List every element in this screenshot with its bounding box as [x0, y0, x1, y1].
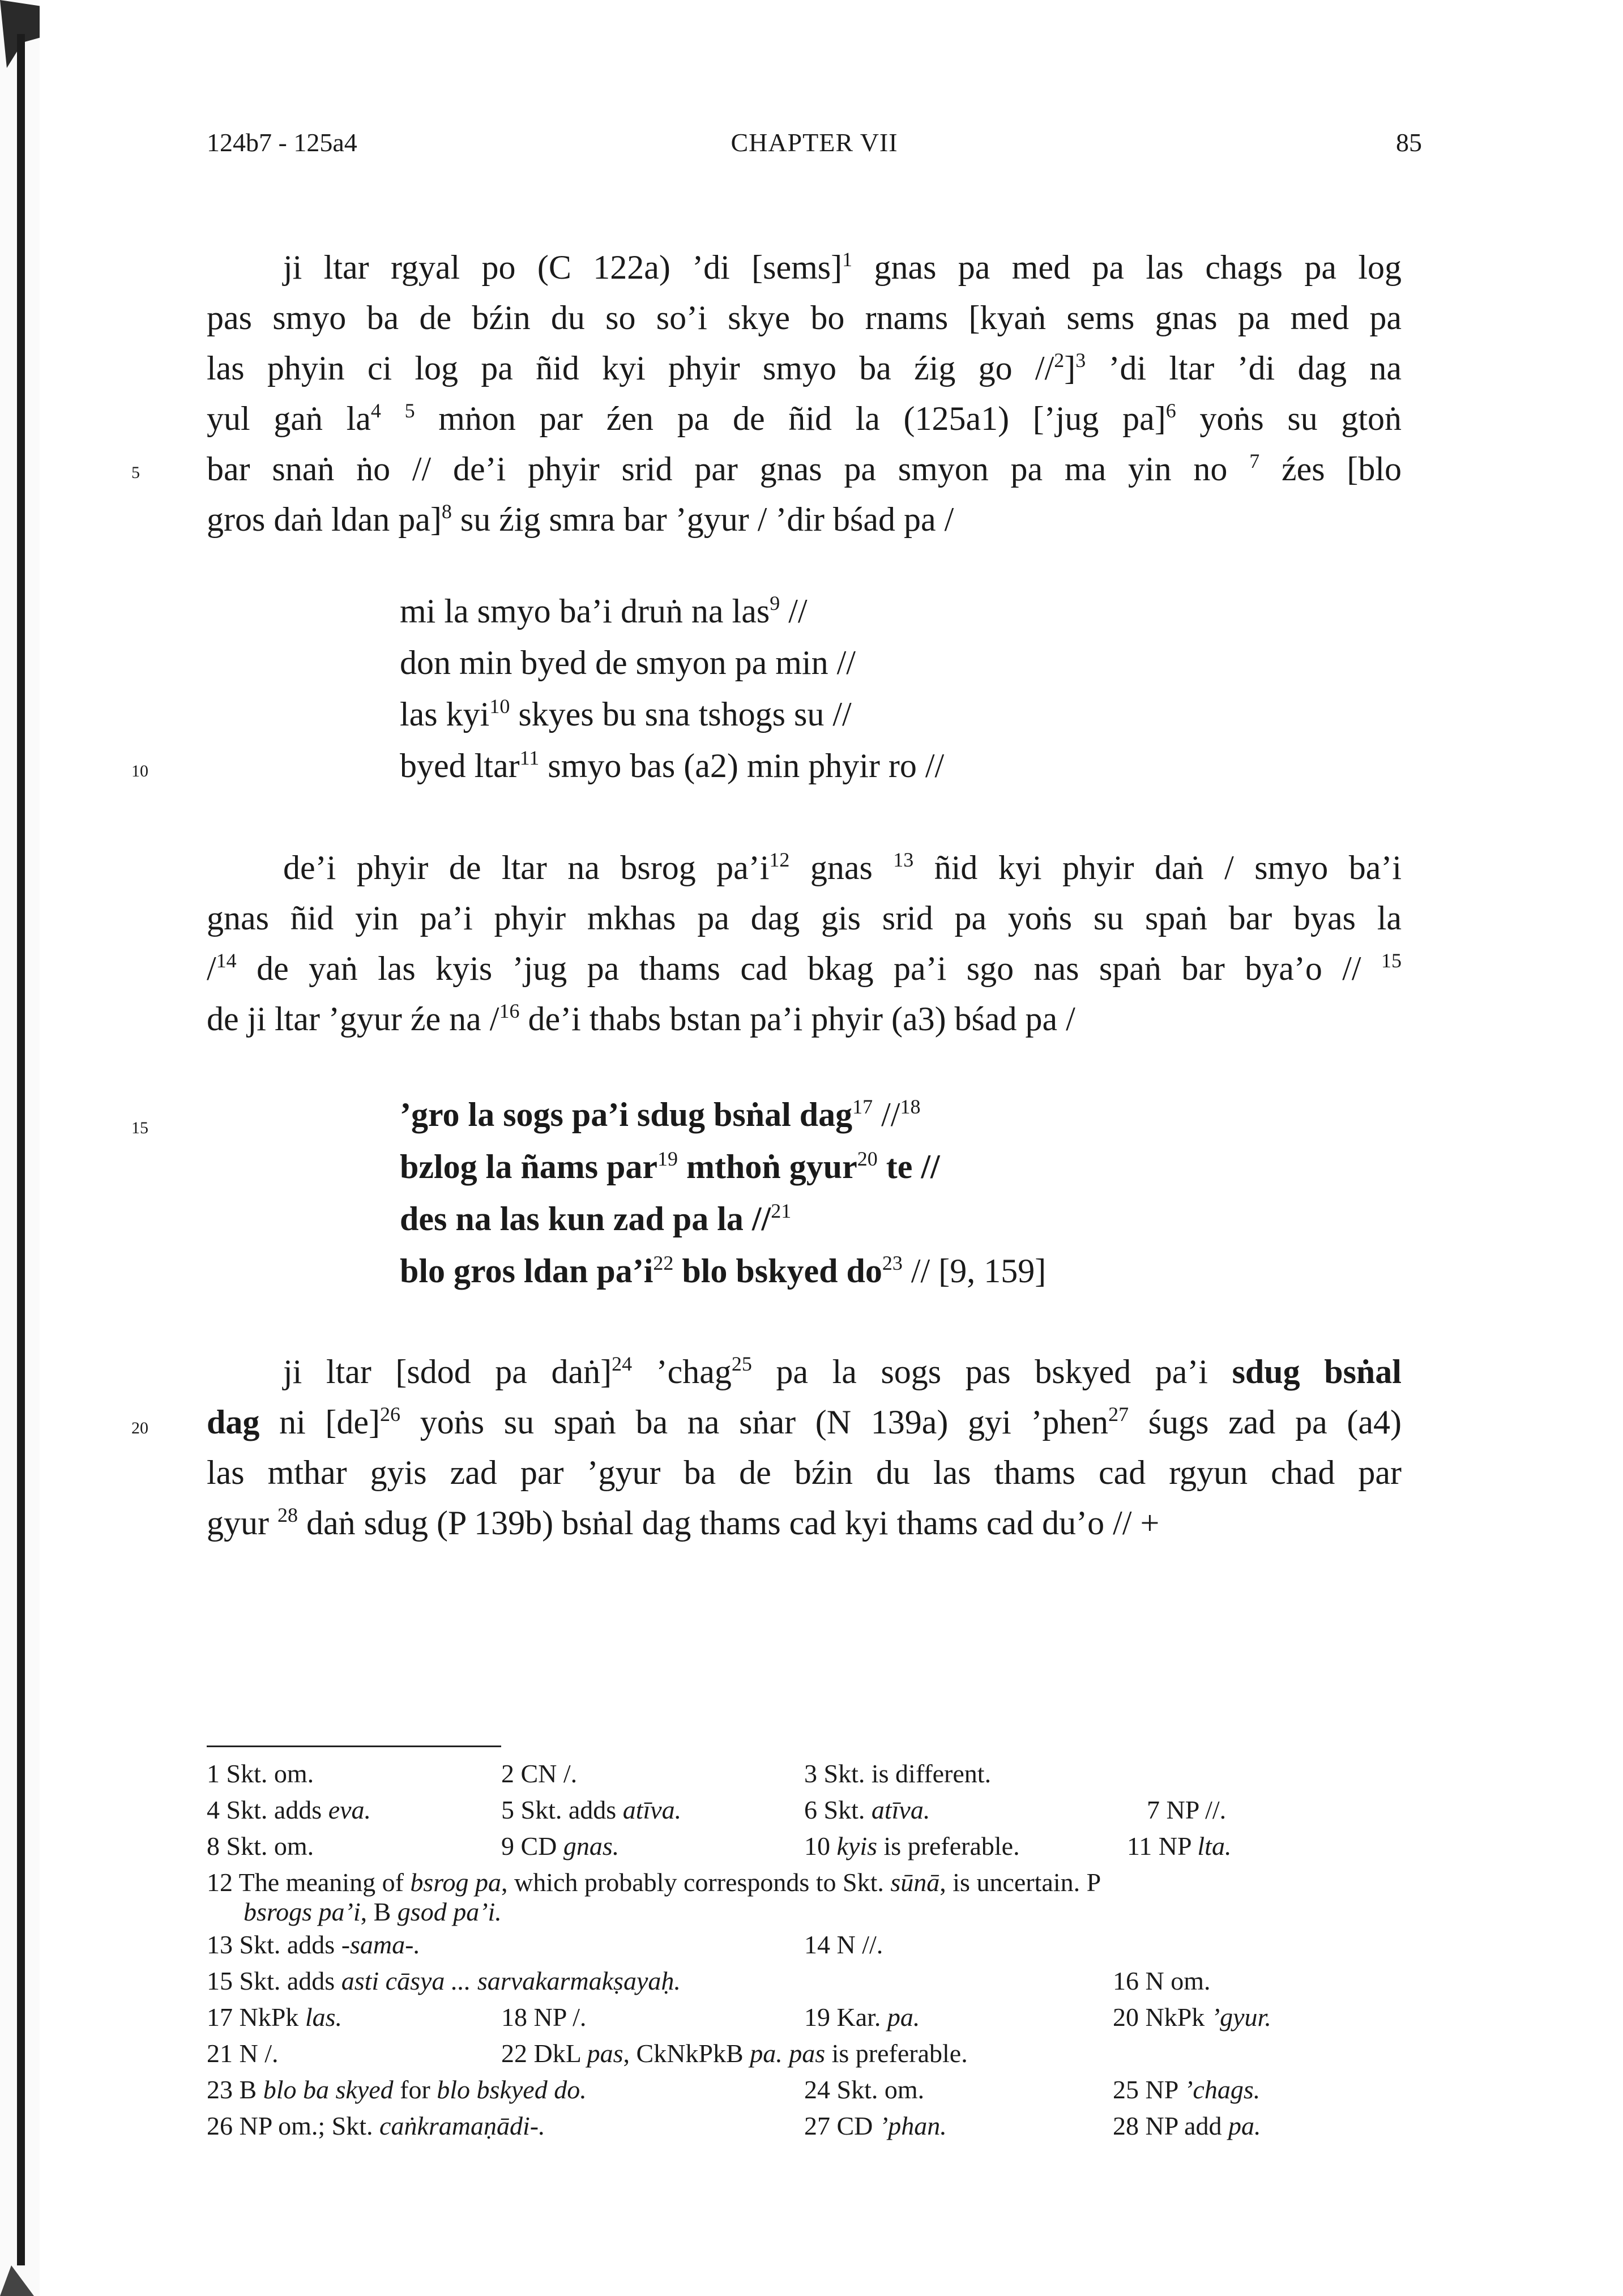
- footnote-row: [207, 1756, 1402, 1792]
- footnote-row: [207, 1864, 1402, 1927]
- text-line: las mthar gyis zad par ’gyur ba de bźin du las thams cad rgyun chad par: [207, 1454, 1402, 1491]
- footnote-row: [207, 1792, 1402, 1828]
- footnote: 14 N //.: [804, 1930, 883, 1959]
- footnote: 11 NP lta.: [1127, 1832, 1232, 1860]
- verse-line: don min byed de smyon pa min //: [400, 644, 856, 681]
- text-line: pas smyo ba de bźin du so so’i skye bo rnams [kyaṅ sems gnas pa med pa: [207, 299, 1402, 336]
- footnote: 24 Skt. om.: [804, 2075, 925, 2104]
- verse-line: byed ltar$^{11}$ smyo bas (a2) min phyir ro //: [400, 746, 945, 784]
- footnote: 10 kyis is preferable.: [804, 1832, 1020, 1860]
- footnote: 18 NP /.: [501, 2003, 587, 2032]
- verse-line: las kyi$^{10}$ skyes bu sna tshogs su //: [400, 695, 852, 733]
- text-line: las phyin ci log pa ñid kyi phyir smyo ba źig go //$^2$]$^3$ ’di ltar ’di dag na: [207, 349, 1402, 387]
- paragraph-3: [207, 1347, 1402, 1548]
- footnote: 7 NP //.: [1147, 1795, 1227, 1824]
- footnote: 1 Skt. om.: [207, 1759, 314, 1788]
- footnote: 20 NkPk ’gyur.: [1113, 2003, 1271, 2032]
- footnote-row: [207, 1999, 1402, 2035]
- verse-2: [400, 1089, 1046, 1297]
- footnote: 19 Kar. pa.: [804, 2003, 920, 2032]
- footnote: 4 Skt. adds eva.: [207, 1795, 371, 1824]
- footnote-row: [207, 2072, 1402, 2108]
- verse-1: [400, 586, 944, 792]
- footnote-row: [207, 1927, 1402, 1963]
- footnote-row: [207, 1828, 1402, 1864]
- footnote-rule: [207, 1746, 501, 1747]
- verse-line: ’gro la sogs pa’i sdug bsṅal dag$^{17}$ //$^{18}$: [400, 1095, 921, 1133]
- text-line: ji ltar [sdod pa daṅ]$^{24}$ ’chag$^{25}$ pa la sogs pas bskyed pa’i sdug bsṅal: [283, 1352, 1402, 1390]
- verse-line: des na las kun zad pa la //$^{21}$: [400, 1200, 792, 1237]
- footnote: 5 Skt. adds atīva.: [501, 1795, 682, 1824]
- line-number: 20: [131, 1419, 148, 1437]
- paragraph-1: [207, 242, 1402, 545]
- text-line: de ji ltar ’gyur źe na /$^{16}$ de’i thabs bstan pa’i phyir (a3) bśad pa /: [207, 1000, 1075, 1038]
- text-line: bar snaṅ ṅo // de’i phyir srid par gnas pa smyon pa ma yin no $^7$ źes [blo: [207, 450, 1402, 488]
- text-line: de’i phyir de ltar na bsrog $pa’i^{12}$ gnas $^{13}$ ñid kyi phyir daṅ / smyo ba’i: [283, 848, 1402, 886]
- verse-reference: [9, 159]: [930, 1252, 1047, 1290]
- line-number: 5: [131, 463, 140, 482]
- footnote: 6 Skt. atīva.: [804, 1795, 930, 1824]
- footnote: 27 CD ’phan.: [804, 2111, 947, 2140]
- page-number: 85: [1396, 128, 1422, 157]
- footnote: 21 N /.: [207, 2039, 279, 2068]
- verse-line: blo gros ldan $pa’i^{22}$ blo bskyed $do^{23} // [9$, 159]: [400, 1252, 1047, 1290]
- footnote: 17 NkPk las.: [207, 2003, 342, 2032]
- text-line: ji ltar rgyal po (C 122a) ’di [sems]$^1$ gnas pa med pa las chags pa log: [283, 248, 1402, 286]
- footnote: 2 CN /.: [501, 1759, 578, 1788]
- footnote: 25 NP ’chags.: [1113, 2075, 1261, 2104]
- page-binding-shadow: [0, 0, 40, 2296]
- footnote: 3 Skt. is different.: [804, 1759, 992, 1788]
- footnote: 15 Skt. adds asti cāsya ... sarvakarmakṣayaḥ.: [207, 1966, 681, 1995]
- footnote: 23 B blo ba skyed for blo bskyed do.: [207, 2075, 587, 2104]
- line-number: 15: [131, 1119, 148, 1137]
- footnote: 13 Skt. adds -sama-.: [207, 1930, 420, 1959]
- text-line: yul gaṅ $la^4$ $^5$ mṅon par źen pa de ñid la (125a1) [’jug pa]$^6$ yoṅs su gtoṅ: [207, 399, 1402, 437]
- text-line: /$^{14}$ de yaṅ las kyis ’jug pa thams cad bkag pa’i sgo nas spaṅ bar bya’o // $^{15}$: [207, 949, 1402, 987]
- footnote: 26 NP om.; Skt. caṅkramaṇādi-.: [207, 2111, 545, 2140]
- paragraph-2: [207, 843, 1402, 1044]
- line-number: 10: [131, 762, 148, 780]
- text-line: dag ni [de]$^{26}$ yoṅs su spaṅ ba na sṅar (N 139a) gyi ’phen$^{27}$ śugs zad pa (a4): [207, 1403, 1402, 1441]
- footnote-row: [207, 2035, 1402, 2072]
- footnote: 9 CD gnas.: [501, 1832, 620, 1860]
- footnote-row: [207, 2108, 1402, 2144]
- verse-line: mi la smyo ba’i druṅ na las$^9$ //: [400, 592, 808, 630]
- verse-line: bzlog la ñams par$^{19}$ mthoṅ gyur$^{20}$ te //: [400, 1147, 940, 1185]
- footnote: 16 N om.: [1113, 1966, 1211, 1995]
- text-line: gros daṅ ldan pa]$^8$ su źig smra bar ’gyur / ’dir bśad pa /: [207, 500, 954, 538]
- text-line: gnas ñid yin pa’i phyir mkhas pa dag gis srid pa yoṅs su spaṅ bar byas la: [207, 899, 1402, 937]
- footnotes: [207, 1756, 1402, 2144]
- header-chapter-title: CHAPTER VII: [731, 128, 898, 157]
- footnote: 12 The meaning of bsrog pa, which probably corresponds to Skt. sūnā, is uncertain. P bsrogs pa’i, B gsod pa’i.: [207, 1868, 1101, 1926]
- text-line: gyur $^{28}$ daṅ sdug (P 139b) bsṅal dag thams cad kyi thams cad du’o // +: [207, 1504, 1160, 1542]
- header-folio-range: 124b7 - 125a4: [207, 128, 357, 157]
- running-header: [207, 127, 1422, 167]
- footnote: 8 Skt. om.: [207, 1832, 314, 1860]
- footnote-row: [207, 1963, 1402, 1999]
- footnote: 28 NP add pa.: [1113, 2111, 1261, 2140]
- footnote: 22 DkL pas, CkNkPkB pa. pas is preferable.: [501, 2039, 968, 2068]
